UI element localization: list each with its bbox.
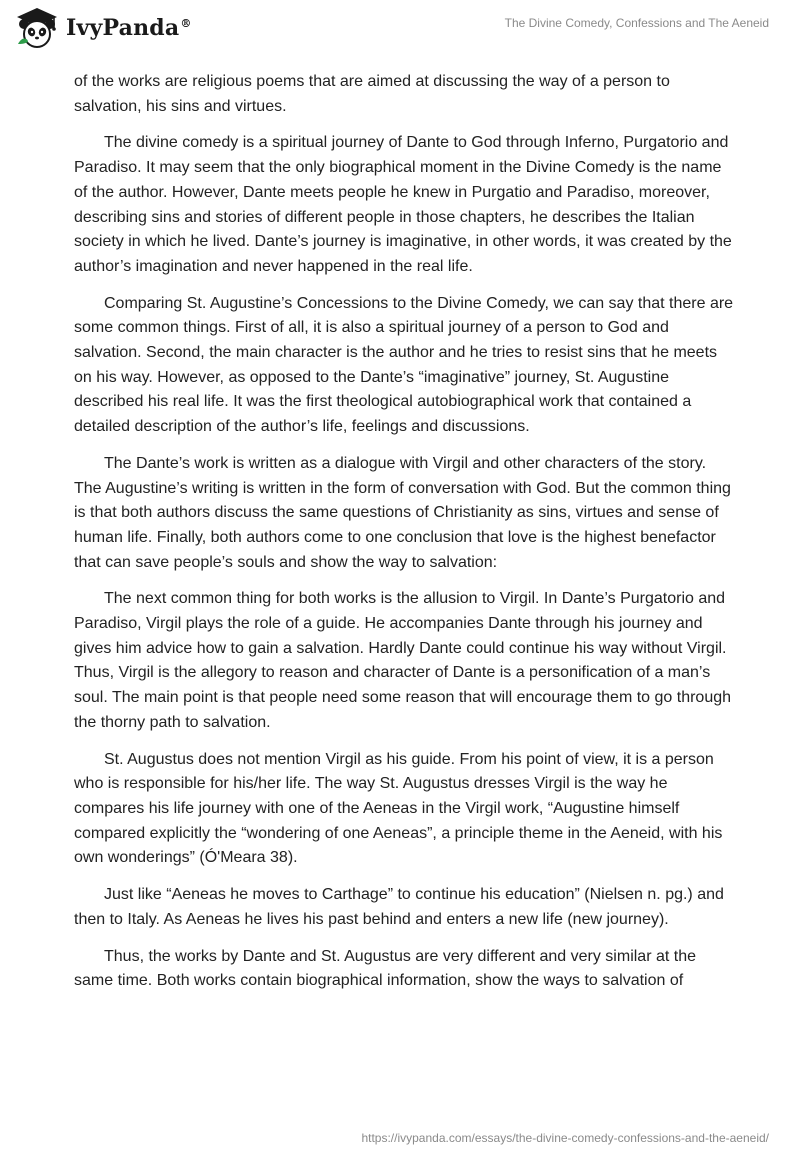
paragraph: Comparing St. Augustine’s Concessions to the Divine Comedy, we can say that there are some common things. First of all, it is also a spiritual journey of a person to God and salvation. Second, the main character is the author and he tries to resist sins that he meets on his way. However, as opposed to the Dante’s “imaginative” journey, St. Augustine described his real life. It was the first theological autobiographical work that contained a detailed description of the author’s life, feelings and discussions. [74, 294, 734, 436]
paragraph: The Dante’s work is written as a dialogue with Virgil and other characters of the story. The Augustine’s writing is written in the form of conversation with God. But the common thing is that both authors discuss the same questions of Christianity as sins, virtues and sense of human life. Finally, both authors come to one conclusion that love is the highest benefactor that can save people’s souls and show the way to salvation: [74, 454, 731, 571]
paragraph: of the works are religious poems that are aimed at discussing the way of a person to salvation, his sins and virtues. [74, 73, 670, 115]
paragraph: Just like “Aeneas he moves to Carthage” to continue his education” (Nielsen n. pg.) and then to Italy. As Aeneas he lives his past behind and enters a new life (new journey). [74, 886, 724, 928]
source-url[interactable]: https://ivypanda.com/essays/the-divine-comedy-confessions-and-the-aeneid/ [361, 1131, 769, 1145]
essay-body [74, 70, 734, 1006]
paragraph: Thus, the works by Dante and St. Augustus are very different and very similar at the same time. Both works contain biographical information, show the ways to salvation of [74, 947, 696, 990]
paragraph: St. Augustus does not mention Virgil as his guide. From his point of view, it is a person who is responsible for his/her life. The way St. Augustus dresses Virgil is the way he compares his life journey with one of the Aeneas in the Virgil work, “Augustine himself compared explicitly the “wondering of one Aeneas”, a principle theme in the Aeneid, with his own wonderings” (Ó'Meara 38). [74, 750, 723, 867]
page-header [0, 0, 800, 70]
panda-graduate-icon [14, 6, 60, 50]
registered-mark: ® [180, 16, 192, 30]
brand-name: IvyPanda® [66, 15, 192, 41]
paragraph: The divine comedy is a spiritual journey of Dante to God through Inferno, Purgatorio and Paradiso. It may seem that the only biographical moment in the Divine Comedy is the name of the author. However, Dante meets people he knew in Purgatio and Paradiso, moreover, describing sins and stories of different people in those chapters, he describes the Italian society in which he lived. Dante’s journey is imaginative, in other words, it was created by the author’s imagination and never happened in the real life. [74, 134, 732, 275]
paragraph: The next common thing for both works is the allusion to Virgil. In Dante’s Purgatorio and Paradiso, Virgil plays the role of a guide. He accompanies Dante through his journey and gives him advice how to gain a salvation. Hardly Dante could continue his way without Virgil. Thus, Virgil is the allegory to reason and character of Dante is a personification of a man’s soul. The main point is that people need some reason that will encourage them to go through the thorny path to salvation. [74, 590, 732, 731]
document-title: The Divine Comedy, Confessions and The Aeneid [504, 16, 769, 30]
ivypanda-logo[interactable] [14, 6, 192, 50]
